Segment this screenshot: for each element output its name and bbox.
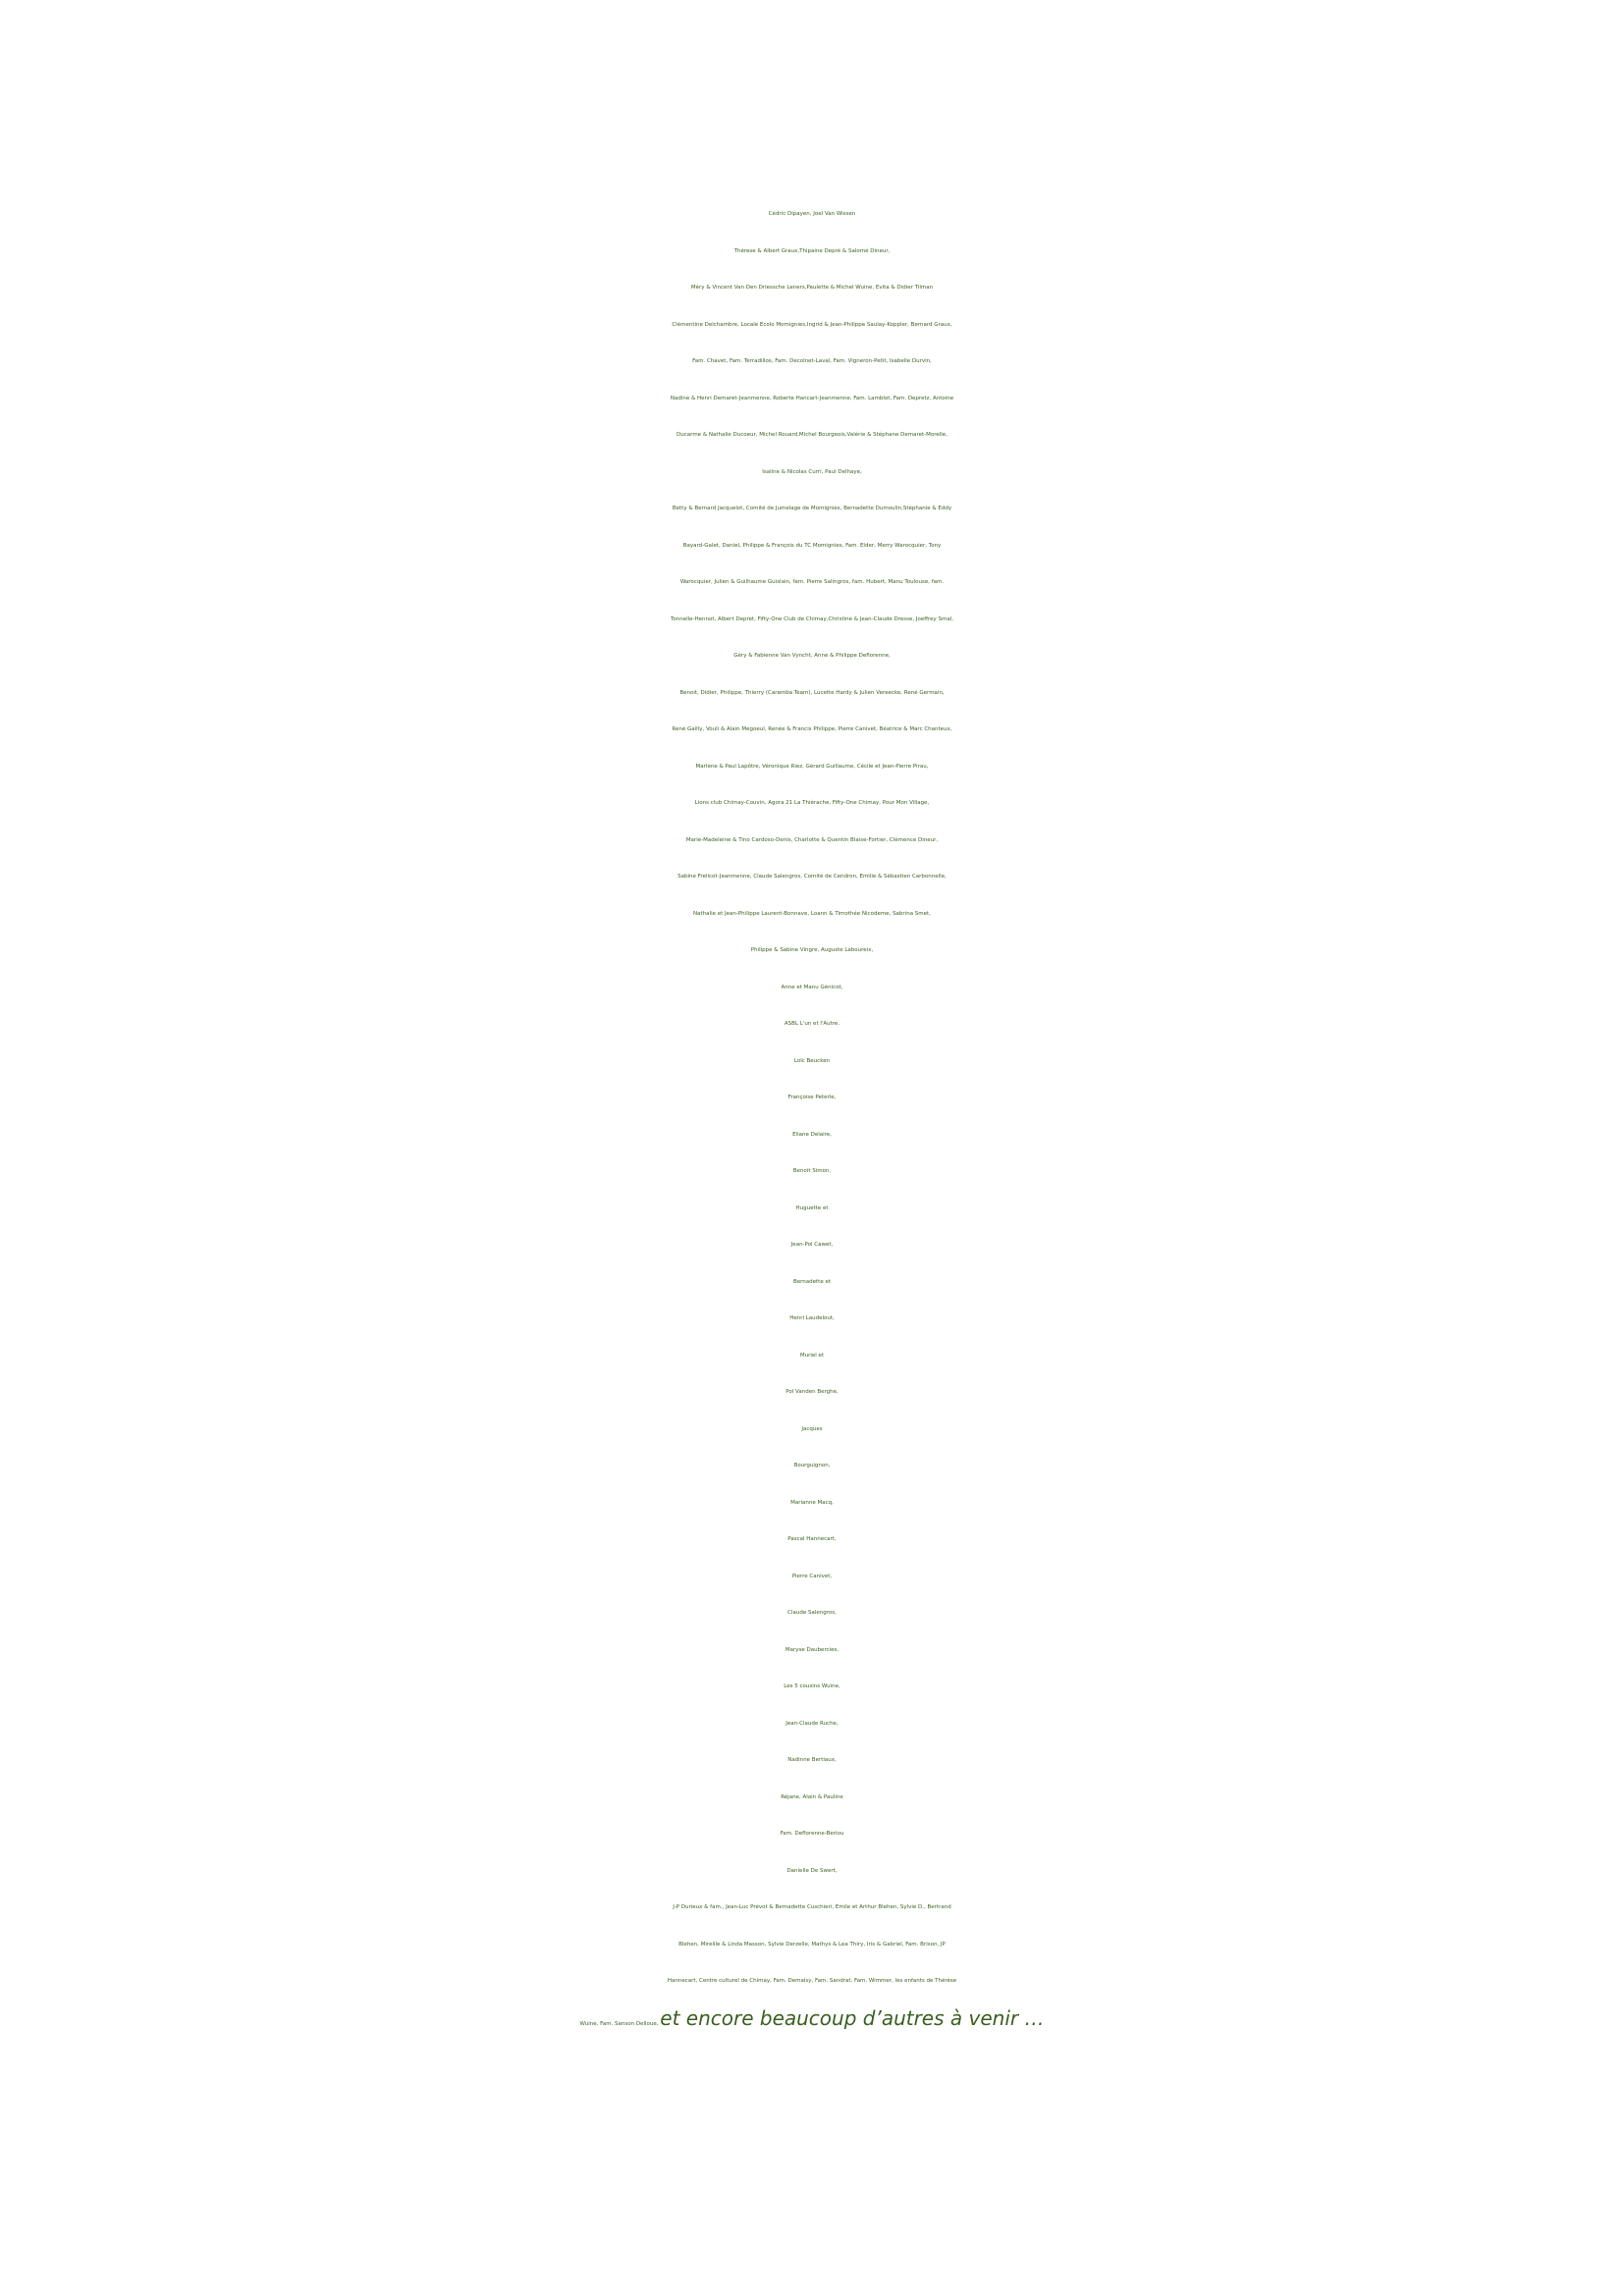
- names-line: Pierre Canivet,: [791, 1573, 833, 1579]
- names-line: Pol Vanden Berghe,: [785, 1389, 839, 1395]
- names-line: Claude Salengros,: [787, 1610, 837, 1616]
- names-line: Maryse Daubercies,: [785, 1646, 839, 1653]
- names-line: Philippe & Sabine Vingre, Auguste Laboureix,: [750, 947, 874, 953]
- names-line: Betty & Bernard Jacquelot, Comité de Jumelage de Momignies, Bernadette Dumoulin,Stéphanie & Eddy: [672, 506, 952, 511]
- names-line: Tonnelle-Hennot, Albert Depret, Fifty-One Club de Chimay,Christine & Jean-Claude Dresse, Joeffrey Smal,: [670, 615, 954, 622]
- names-line: Jacques: [801, 1425, 823, 1432]
- names-line: Loïc Beucken: [793, 1057, 831, 1064]
- final-line-names: Wuine, Fam. Sanson Delloue,: [579, 2020, 661, 2027]
- names-line: Danielle De Swert,: [786, 1867, 838, 1874]
- final-line-wrapper: [0, 2001, 1624, 2044]
- names-line: Cédric Dipayen, Joel Van Wissen: [768, 211, 856, 217]
- names-line: Nadinne Bertiaux,: [787, 1757, 837, 1763]
- names-line: Ducarme & Nathalie Ducoeur, Michel Rouard,Michel Bourgeois,Valérie & Stéphane Demaret-Morelle,: [677, 432, 947, 438]
- names-line: Benoit Simon,: [792, 1168, 832, 1174]
- names-line: Warocquier, Julien & Guilhaume Guislain, fam. Pierre Salingros, fam. Hubert, Manu Toulouse, fam.: [679, 579, 945, 585]
- names-line: Marlène & Paul Lapôtre, Véronique Riez, Gérard Guillaume, Cécile et Jean-Pierre Pirau,: [695, 763, 929, 770]
- names-line: Bernadette et: [792, 1278, 832, 1285]
- names-line: Muriel et: [799, 1352, 825, 1359]
- names-line: Marie-Madeleine & Tino Cardoso-Denis, Charlotte & Quentin Blaise-Fortier, Clémence Dineur,: [685, 836, 939, 843]
- names-line: Bayard-Galet, Daniel, Philippe & François du TC Momignies, Fam. Elder, Merry Warocquier, Tony: [682, 542, 942, 549]
- names-line: Isaline & Nicolas Curri, Paul Delhaye,: [762, 468, 862, 475]
- final-line: [0, 2001, 1624, 2044]
- names-list: [0, 196, 1624, 2001]
- names-line: Jean-Claude Ruche,: [785, 1720, 839, 1727]
- names-line: Hannecart, Centre culturel de Chimay, Fam. Demalsy, Fam. Sandrat, Fam. Wimmer, les enfants de Thérèse: [667, 1978, 957, 1984]
- names-line: René Gailly, Vouli & Alain Megoeul, Renée & Francis Philippe, Pierre Canivet, Béatrice & Marc Chanteux,: [672, 726, 952, 732]
- names-line: Bourguignon,: [793, 1463, 831, 1468]
- names-line: Les 5 cousins Wuine,: [784, 1683, 840, 1689]
- names-line: Françoise Peterle,: [787, 1095, 837, 1100]
- names-line: Jean-Pol Cawet,: [790, 1242, 834, 1248]
- names-line: Réjane, Alain & Pauline: [781, 1793, 843, 1800]
- names-line: Sabine Frelicot-Jeanmenne, Claude Salengros, Comité de Cendron, Emilie & Sébastien Carbonnelle,: [677, 874, 947, 880]
- names-line: Géry & Fabienne Van Vyncht, Anne & Philippe Deflorenne,: [733, 653, 891, 659]
- names-line: Nadine & Henri Demaret-Jeanmenne, Roberte Hancart-Jeanmenne, Fam. Lamblot, Fam. Depretz, Antoine: [670, 395, 954, 401]
- names-line: Méry & Vincent Van Den Driessche Leners,Paulette & Michel Wuine, Evita & Didier Tilman: [690, 285, 934, 291]
- names-line: Lions club Chimay-Couvin, Agora 21 La Thiérache, Fifty-One Chimay, Pour Mon Village,: [694, 800, 930, 806]
- names-line: Eliane Delaire,: [792, 1131, 832, 1138]
- page: [0, 196, 1624, 2043]
- final-line-trailer: et encore beaucoup d’autres à venir …: [660, 2005, 1045, 2030]
- names-line: Pascal Hannecart,: [787, 1536, 837, 1542]
- names-line: Fam. Deflorenne-Beriou: [780, 1831, 844, 1837]
- names-line: Thérese & Albert Graux,Thipaine Depré & Salomé Dineur,: [733, 247, 891, 254]
- names-line: Anne et Manu Génicot,: [781, 984, 843, 990]
- names-line: Huguette et: [795, 1204, 829, 1211]
- names-line: ASBL L'un et l'Autre,: [784, 1021, 840, 1027]
- names-line: J-P Durieux & fam., Jean-Luc Prévot & Bernadette Cuschieri, Emile et Arthur Blehen, Sylvie D., Bertrand: [673, 1904, 951, 1910]
- names-line: Nathalie et Jean-Philippe Laurent-Bonnave, Loann & Timothée Nicodeme, Sabrina Smet,: [693, 910, 931, 917]
- names-line: Blehen, Mireille & Linda Masson, Sylvie Derzelle, Mathys & Lea Thiry, Iris & Gabriel, Fam. Brison, JP: [678, 1941, 946, 1948]
- names-line: Clémentine Delchambre, Locale Ecolo Momignies,Ingrid & Jean-Philippe Saulay-Koppler, Bernard Graux,: [672, 321, 952, 328]
- names-line: Marianne Macq,: [790, 1499, 834, 1506]
- names-line: Benoit, Didier, Philippe, Thierry (Caramba Team), Lucette Hardy & Julien Vereecke, René Germain,: [679, 689, 945, 696]
- names-line: Fam. Chavet, Fam. Terradillos, Fam. Decolnet-Laval, Fam. Vigneron-Petit, Isabelle Durvin,: [692, 358, 932, 364]
- names-line: Henri Laudelout,: [789, 1315, 835, 1321]
